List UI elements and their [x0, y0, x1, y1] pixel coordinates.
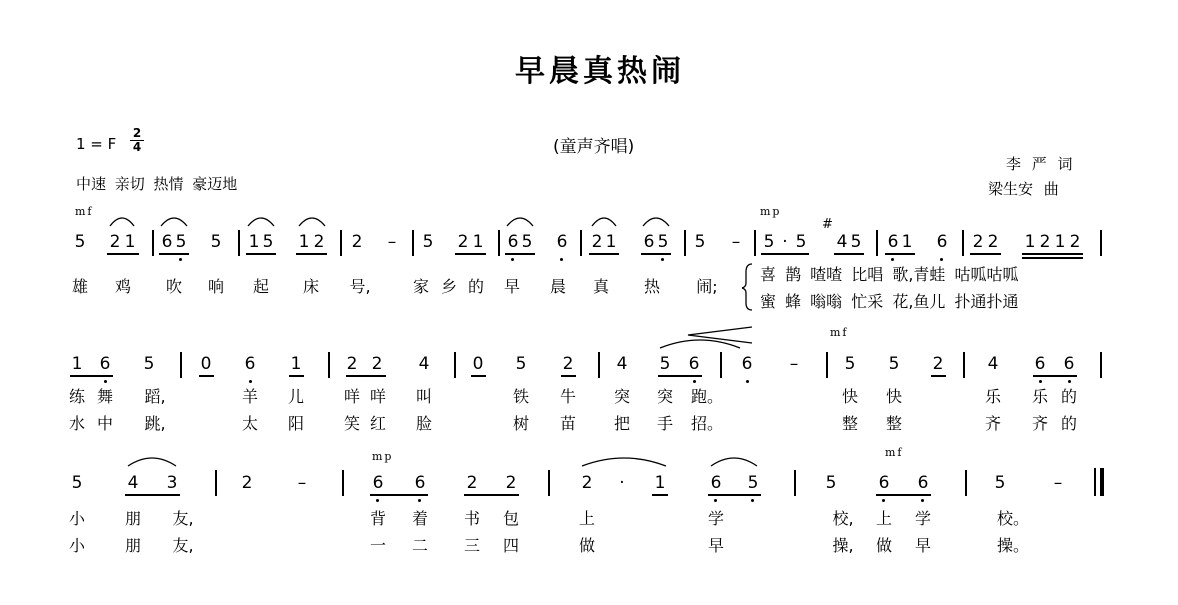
note: 1	[71, 354, 83, 374]
note: 6	[1063, 354, 1075, 374]
lyric: 鸡	[114, 277, 131, 296]
lyric: 羊	[241, 387, 258, 406]
slur	[507, 218, 533, 226]
dynamic-mf: mf	[885, 446, 904, 459]
note: 6	[556, 232, 568, 252]
note: 2	[241, 473, 253, 493]
note: 2	[562, 354, 574, 374]
lyric: 叫	[415, 387, 432, 406]
note: 5	[694, 232, 706, 252]
note: 5	[143, 354, 155, 374]
note: 2	[457, 232, 469, 252]
lyric: 做	[875, 536, 892, 555]
note: 6	[643, 232, 655, 252]
note: 6	[244, 354, 256, 374]
note: 5	[659, 354, 671, 374]
note-dash: –	[297, 473, 307, 493]
note: 5	[747, 473, 759, 493]
lyric: 操。	[996, 536, 1029, 555]
lyric: 着	[411, 509, 428, 528]
lyric: 乡	[440, 277, 457, 296]
verse2-lyric-line: 蜜 蜂 嗡嗡 忙采 花,鱼儿 扑通扑通	[760, 292, 1019, 311]
note: 2	[351, 232, 363, 252]
note: 2	[313, 232, 325, 252]
note: 6	[878, 473, 890, 493]
slur	[248, 218, 274, 226]
lyric: 乐	[984, 387, 1001, 406]
lyric: 中	[96, 414, 113, 433]
note: 2	[987, 232, 999, 252]
lyric: 铁	[512, 387, 529, 406]
note: 1	[248, 232, 260, 252]
lyric: 把	[613, 414, 630, 433]
lyric: 学	[707, 509, 724, 528]
note: 5	[850, 232, 862, 252]
lyric: 朋	[124, 509, 141, 528]
lyric: 树	[512, 414, 529, 433]
lyric: 热	[643, 277, 660, 296]
lyric: 家	[412, 277, 429, 296]
note: 6	[1034, 354, 1046, 374]
sharp-accidental: #	[822, 217, 833, 232]
lyric: 整	[885, 414, 902, 433]
lyricist-credit: 李 严 词	[1006, 155, 1073, 173]
lyric: 起	[252, 277, 269, 296]
note: 5	[210, 232, 222, 252]
lyric: 乐	[1031, 387, 1048, 406]
note: 6	[936, 232, 948, 252]
lyric: 小	[68, 509, 85, 528]
lyric: 上	[578, 509, 595, 528]
note-dash: –	[387, 232, 397, 252]
note: 5	[521, 232, 533, 252]
note: 5	[825, 473, 837, 493]
lyric: 早	[914, 536, 931, 555]
note: 1	[124, 232, 136, 252]
lyric: 的	[467, 277, 484, 296]
note: 6	[99, 354, 111, 374]
lyric: 操,	[832, 536, 854, 555]
note: 6	[507, 232, 519, 252]
lyric: 舞	[96, 387, 113, 406]
lyric: 背	[369, 509, 386, 528]
lyric: 练	[68, 387, 85, 406]
lyric: 整	[841, 414, 858, 433]
lyric: 校。	[996, 509, 1029, 528]
note: 6	[372, 473, 384, 493]
lyric: 响	[207, 277, 224, 296]
lyric: 太	[241, 414, 258, 433]
lyric: 蹈,	[144, 387, 166, 406]
lyric: 上	[875, 509, 892, 528]
note: 0	[200, 354, 212, 374]
lyric: 四	[502, 536, 519, 555]
note-dash: –	[789, 354, 799, 374]
note-dot: ·	[782, 232, 788, 252]
note-dash: –	[731, 232, 741, 252]
note: 5	[515, 354, 527, 374]
note: 6	[161, 232, 173, 252]
slur	[110, 218, 134, 226]
lyric: 咩	[343, 387, 360, 406]
lyric: 包	[502, 509, 519, 528]
lyric: 朋	[124, 536, 141, 555]
lyric: 齐	[1031, 414, 1048, 433]
note: 2	[466, 473, 478, 493]
lyric: 的	[1060, 387, 1077, 406]
slur	[582, 458, 666, 466]
dynamic-mp: mp	[372, 450, 394, 463]
note: 4	[127, 473, 139, 493]
lyric: 吹	[165, 277, 182, 296]
note-dash: –	[1053, 473, 1063, 493]
note: 1	[1054, 232, 1066, 252]
note: 2	[591, 232, 603, 252]
note: 5	[74, 232, 86, 252]
lyric: 学	[914, 509, 931, 528]
lyric: 一	[369, 536, 386, 555]
lyric: 笑	[343, 414, 360, 433]
note: 2	[932, 354, 944, 374]
note: 5	[422, 232, 434, 252]
note: 6	[887, 232, 899, 252]
note: 6	[414, 473, 426, 493]
note: 2	[581, 473, 593, 493]
lyric: 雄	[71, 277, 88, 296]
note: 2	[1039, 232, 1051, 252]
note: 6	[741, 354, 753, 374]
note: 5	[994, 473, 1006, 493]
note: 1	[654, 473, 666, 493]
note: 5	[763, 232, 775, 252]
note-dot: ·	[619, 473, 625, 493]
note: 1	[472, 232, 484, 252]
lyric: 苗	[559, 414, 576, 433]
lyric: 早	[707, 536, 724, 555]
note: 2	[346, 354, 358, 374]
dynamic-mf: mf	[75, 205, 94, 218]
time-sig-denominator: 4	[132, 140, 142, 154]
note: 1	[298, 232, 310, 252]
slur	[128, 458, 176, 466]
slur	[161, 218, 187, 226]
lyric: 小	[68, 536, 85, 555]
lyric: 水	[68, 414, 85, 433]
slur	[660, 340, 740, 348]
note: 2	[371, 354, 383, 374]
note: 5	[71, 473, 83, 493]
note: 5	[175, 232, 187, 252]
note: 6	[688, 354, 700, 374]
note: 4	[836, 232, 848, 252]
lyric: 招。	[690, 414, 723, 433]
note: 4	[616, 354, 628, 374]
lyric: 阳	[287, 414, 304, 433]
verse1-lyric-line: 喜 鹊 喳喳 比唱 歌,青蛙 咕呱咕呱	[760, 265, 1019, 284]
lyric: 牛	[559, 387, 576, 406]
dynamic-mf: mf	[830, 326, 849, 339]
lyric: 儿	[287, 387, 304, 406]
lyric: 做	[578, 536, 595, 555]
subtitle: (童声齐唱)	[553, 137, 635, 157]
lyric: 三	[463, 536, 480, 555]
song-title: 早晨真热闹	[515, 54, 685, 89]
note: 5	[888, 354, 900, 374]
lyric: 号,	[349, 277, 371, 296]
slur	[643, 218, 669, 226]
note: 5	[657, 232, 669, 252]
lyric: 齐	[984, 414, 1001, 433]
lyric: 友,	[172, 509, 194, 528]
lyric: 闹;	[696, 277, 718, 296]
note: 2	[505, 473, 517, 493]
note: 5	[262, 232, 274, 252]
lyric: 快	[841, 387, 858, 406]
note: 3	[166, 473, 178, 493]
lyric: 的	[1060, 414, 1077, 433]
slur	[299, 218, 325, 226]
lyric: 二	[411, 536, 428, 555]
lyric: 校,	[832, 509, 854, 528]
dynamic-mp: mp	[760, 205, 782, 218]
lyric: 跑。	[690, 387, 723, 406]
note: 4	[987, 354, 999, 374]
slur	[711, 458, 757, 466]
note: 5	[844, 354, 856, 374]
lyric: 床	[302, 277, 319, 296]
lyric: 咩	[369, 387, 386, 406]
slur	[592, 218, 616, 226]
lyric: 手	[656, 414, 673, 433]
note: 2	[972, 232, 984, 252]
note: 1	[1024, 232, 1036, 252]
note: 2	[109, 232, 121, 252]
time-sig-numerator: 2	[132, 126, 142, 140]
note: 6	[917, 473, 929, 493]
lyric: 友,	[172, 536, 194, 555]
lyric: 早	[503, 277, 520, 296]
lyric: 突	[613, 387, 630, 406]
key-signature: 1 = F	[76, 135, 117, 153]
lyric: 真	[592, 277, 609, 296]
verse-brace	[742, 264, 752, 310]
lyric: 脸	[415, 414, 432, 433]
lyric: 红	[369, 414, 386, 433]
note: 4	[418, 354, 430, 374]
lyric: 突	[656, 387, 673, 406]
lyric: 快	[885, 387, 902, 406]
note: 2	[1069, 232, 1081, 252]
lyric: 跳,	[144, 414, 166, 433]
tempo-marking: 中速 亲切 热情 豪迈地	[76, 175, 238, 193]
note: 0	[472, 354, 484, 374]
note: 6	[710, 473, 722, 493]
composer-credit: 梁生安 曲	[988, 180, 1059, 198]
lyric: 书	[463, 509, 480, 528]
note: 1	[290, 354, 302, 374]
lyric: 晨	[549, 277, 566, 296]
note: 5	[795, 232, 807, 252]
note: 1	[901, 232, 913, 252]
note: 1	[605, 232, 617, 252]
